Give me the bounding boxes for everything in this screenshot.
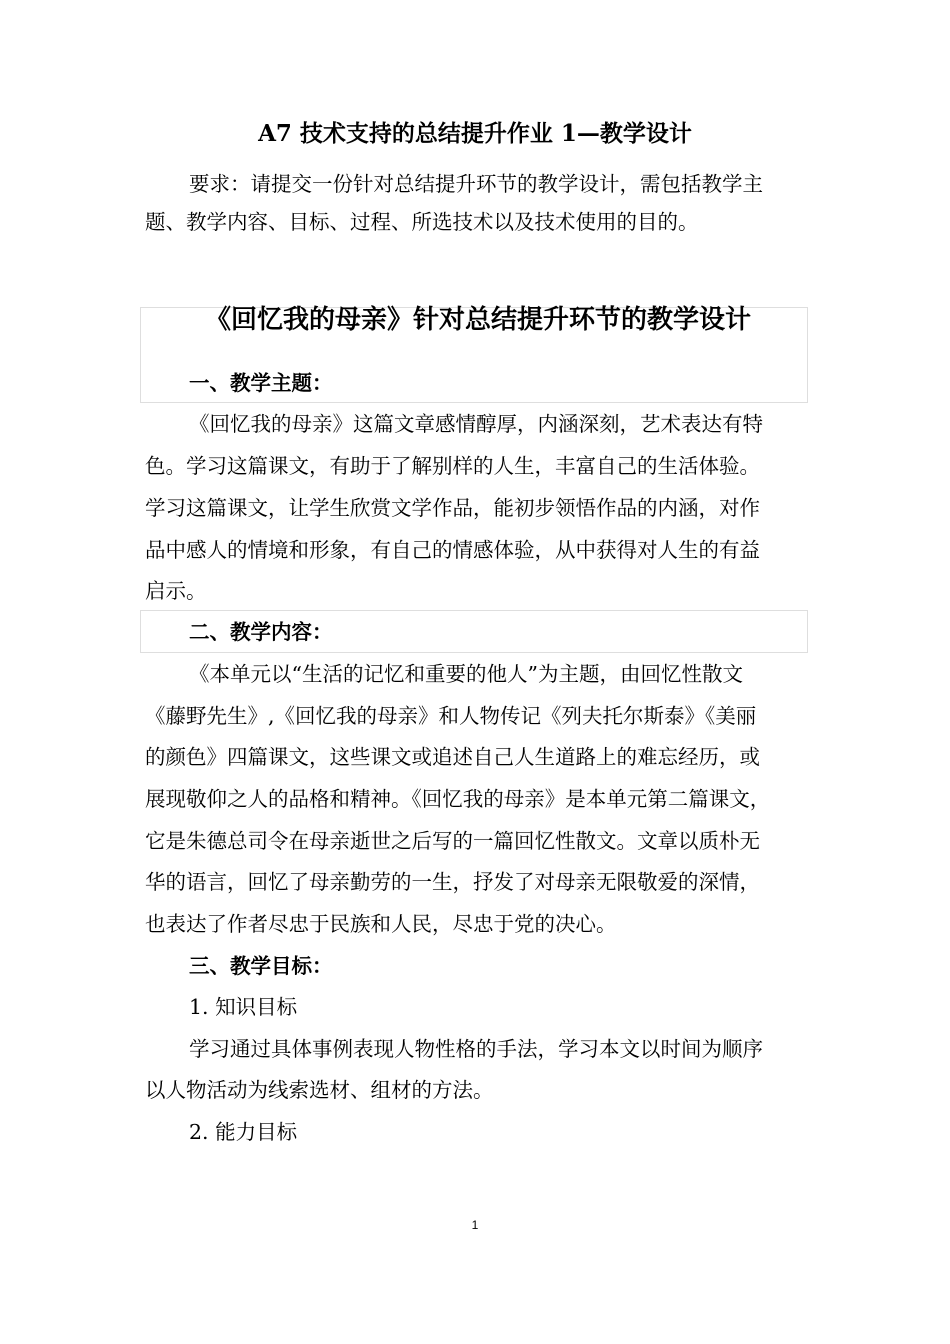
paragraph-line: 《藤野先生》,《回忆我的母亲》和人物传记《列夫托尔斯泰》《美丽 — [145, 704, 757, 728]
paragraph-line: 的颜色》四篇课文，这些课文或追述自己人生道路上的难忘经历，或 — [145, 745, 760, 769]
section-heading-content: 二、教学内容： — [189, 620, 333, 644]
paragraph-line: 也表达了作者尽忠于民族和人民，尽忠于党的决心。 — [145, 912, 617, 936]
paragraph-line: 《本单元以“生活的记忆和重要的他人”为主题，由回忆性散文 — [189, 662, 743, 686]
paragraph-line: 以人物活动为线索选材、组材的方法。 — [145, 1078, 494, 1102]
paragraph-line: 品中感人的情境和形象，有自己的情感体验，从中获得对人生的有益 — [145, 538, 760, 562]
list-item-ability-goal: 2. 能力目标 — [189, 1120, 298, 1144]
design-title: 《回忆我的母亲》针对总结提升环节的教学设计 — [205, 305, 752, 335]
paragraph-line: 启示。 — [145, 579, 207, 603]
page-number: 1 — [471, 1218, 479, 1232]
requirement-line: 要求：请提交一份针对总结提升环节的教学设计，需包括教学主 — [189, 172, 763, 196]
paragraph-line: 华的语言，回忆了母亲勤劳的一生，抒发了对母亲无限敬爱的深情， — [145, 870, 760, 894]
paragraph-line: 《回忆我的母亲》这篇文章感情醇厚，内涵深刻，艺术表达有特 — [189, 412, 763, 436]
section-heading-goals: 三、教学目标： — [189, 954, 333, 978]
paragraph-line: 它是朱德总司令在母亲逝世之后写的一篇回忆性散文。文章以质朴无 — [145, 829, 760, 853]
page-title: A7 技术支持的总结提升作业 1—教学设计 — [258, 120, 692, 147]
requirement-line: 题、教学内容、目标、过程、所选技术以及技术使用的目的。 — [145, 210, 699, 234]
paragraph-line: 学习这篇课文，让学生欣赏文学作品，能初步领悟作品的内涵，对作 — [145, 496, 760, 520]
paragraph-line: 学习通过具体事例表现人物性格的手法，学习本文以时间为顺序 — [189, 1037, 763, 1061]
paragraph-line: 展现敬仰之人的品格和精神。《回忆我的母亲》是本单元第二篇课文， — [145, 787, 771, 811]
section-heading-topic: 一、教学主题： — [189, 371, 333, 395]
paragraph-line: 色。学习这篇课文，有助于了解别样的人生，丰富自己的生活体验。 — [145, 454, 760, 478]
list-item-knowledge-goal: 1. 知识目标 — [189, 995, 298, 1019]
